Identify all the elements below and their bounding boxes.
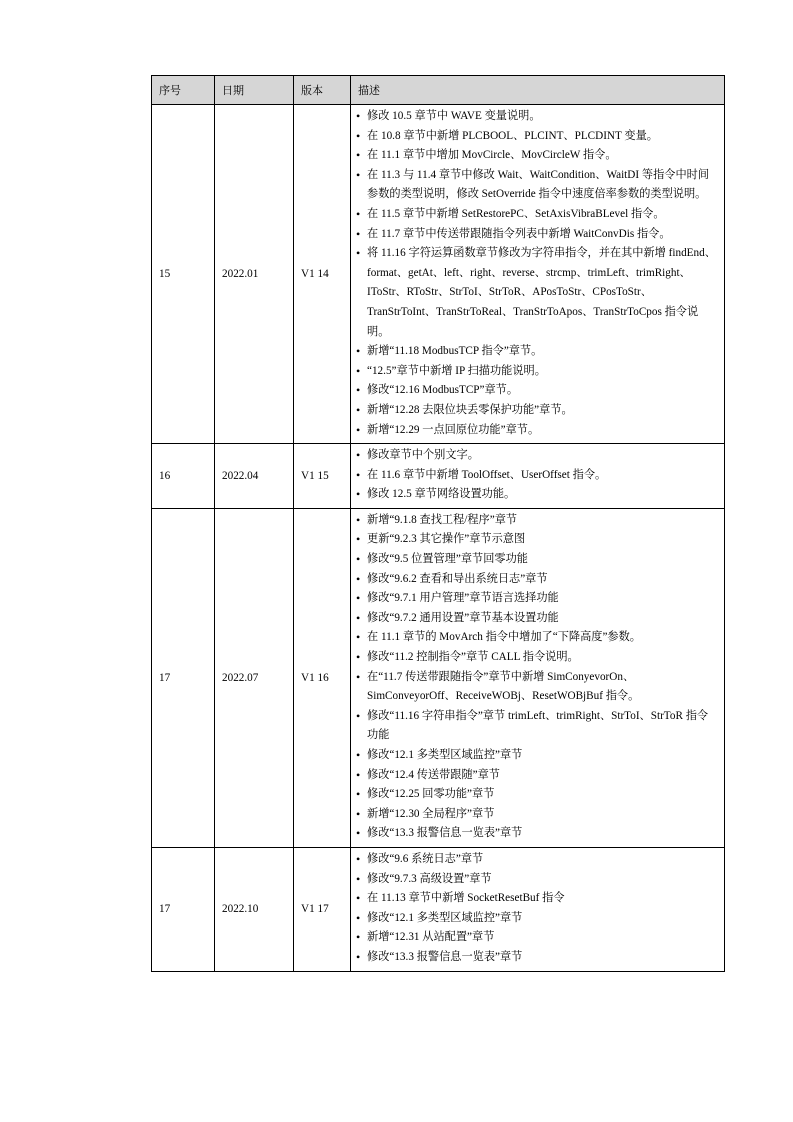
list-item: • 修改章节中个别文字。 <box>355 446 718 466</box>
list-item: • 在 11.3 与 11.4 章节中修改 Wait、WaitCondition、WaitDI 等指令中时间参数的类型说明，修改 SetOverride 指令中速度倍率参数的类型说明。 <box>355 166 718 205</box>
list-item: • 修改“12.1 多类型区域监控”章节 <box>355 746 718 766</box>
list-item: • 修改“9.6.2 查看和导出系统日志”章节 <box>355 570 718 590</box>
cell-date: 2022.04 <box>215 444 294 509</box>
list-item: • 新增“12.28 去限位块丢零保护功能”章节。 <box>355 401 718 421</box>
cell-version: V1 17 <box>294 847 351 971</box>
cell-desc <box>351 105 725 444</box>
list-item: • 新增“11.18 ModbusTCP 指令”章节。 <box>355 342 718 362</box>
header-version: 版本 <box>294 76 351 105</box>
list-item: • 在 11.1 章节的 MovArch 指令中增加了“下降高度”参数。 <box>355 628 718 648</box>
list-item: • 在“11.7 传送带跟随指令”章节中新增 SimConyevorOn、SimConveyorOff、ReceiveWOBj、ResetWOBjBuf 指令。 <box>355 668 718 707</box>
list-item: • 修改“13.3 报警信息一览表”章节 <box>355 948 718 968</box>
cell-date: 2022.07 <box>215 508 294 847</box>
table-row <box>152 105 725 444</box>
cell-seq: 17 <box>152 508 215 847</box>
list-item: • 修改“9.7.3 高级设置”章节 <box>355 870 718 890</box>
change-list <box>355 446 718 505</box>
list-item: • 修改“12.25 回零功能”章节 <box>355 785 718 805</box>
list-item: • 修改“12.1 多类型区域监控”章节 <box>355 909 718 929</box>
list-item: • 新增“12.31 从站配置”章节 <box>355 928 718 948</box>
header-seq: 序号 <box>152 76 215 105</box>
cell-desc <box>351 508 725 847</box>
cell-date: 2022.10 <box>215 847 294 971</box>
change-list <box>355 850 718 968</box>
table-row <box>152 847 725 971</box>
cell-seq: 15 <box>152 105 215 444</box>
list-item: • 修改“9.7.1 用户管理”章节语言选择功能 <box>355 589 718 609</box>
list-item: • 修改“11.2 控制指令”章节 CALL 指令说明。 <box>355 648 718 668</box>
list-item: • 在 10.8 章节中新增 PLCBOOL、PLCINT、PLCDINT 变量。 <box>355 127 718 147</box>
cell-version: V1 15 <box>294 444 351 509</box>
cell-version: V1 14 <box>294 105 351 444</box>
list-item: • 新增“12.30 全局程序”章节 <box>355 805 718 825</box>
table-row <box>152 444 725 509</box>
header-date: 日期 <box>215 76 294 105</box>
cell-seq: 16 <box>152 444 215 509</box>
cell-desc <box>351 444 725 509</box>
list-item: • 将 11.16 字符运算函数章节修改为字符串指令，并在其中新增 findEnd、format、getAt、left、right、reverse、strcmp、trimLeft、trimRight、IToStr、RToStr、StrToI、StrToR、APosToStr、CPosToStr、TranStrToInt、TranStrToReal、TranStrToApos、TranStrToCpos 指令说明。 <box>355 244 718 342</box>
cell-version: V1 16 <box>294 508 351 847</box>
list-item: • 修改“12.16 ModbusTCP”章节。 <box>355 381 718 401</box>
cell-date: 2022.01 <box>215 105 294 444</box>
list-item: • 新增“9.1.8 查找工程/程序”章节 <box>355 511 718 531</box>
list-item: • 修改“13.3 报警信息一览表”章节 <box>355 824 718 844</box>
list-item: • 修改“9.6 系统日志”章节 <box>355 850 718 870</box>
list-item: • 修改 12.5 章节网络设置功能。 <box>355 485 718 505</box>
change-list <box>355 511 718 844</box>
cell-desc <box>351 847 725 971</box>
list-item: • 修改“12.4 传送带跟随”章节 <box>355 766 718 786</box>
table-row <box>152 508 725 847</box>
list-item: • 修改“9.7.2 通用设置”章节基本设置功能 <box>355 609 718 629</box>
list-item: • 修改“9.5 位置管理”章节回零功能 <box>355 550 718 570</box>
list-item: • 在 11.6 章节中新增 ToolOffset、UserOffset 指令。 <box>355 466 718 486</box>
cell-seq: 17 <box>152 847 215 971</box>
list-item: • 在 11.5 章节中新增 SetRestorePC、SetAxisVibraBLevel 指令。 <box>355 205 718 225</box>
header-row <box>152 76 725 105</box>
list-item: • 更新“9.2.3 其它操作”章节示意图 <box>355 530 718 550</box>
list-item: • 修改 10.5 章节中 WAVE 变量说明。 <box>355 107 718 127</box>
list-item: • 修改“11.16 字符串指令”章节 trimLeft、trimRight、StrToI、StrToR 指令功能 <box>355 707 718 746</box>
change-list <box>355 107 718 440</box>
revision-history-table <box>151 75 725 972</box>
list-item: • 在 11.1 章节中增加 MovCircle、MovCircleW 指令。 <box>355 146 718 166</box>
list-item: • 在 11.13 章节中新增 SocketResetBuf 指令 <box>355 889 718 909</box>
list-item: • 在 11.7 章节中传送带跟随指令列表中新增 WaitConvDis 指令。 <box>355 225 718 245</box>
header-desc: 描述 <box>351 76 725 105</box>
list-item: • “12.5”章节中新增 IP 扫描功能说明。 <box>355 362 718 382</box>
list-item: • 新增“12.29 一点回原位功能”章节。 <box>355 421 718 441</box>
